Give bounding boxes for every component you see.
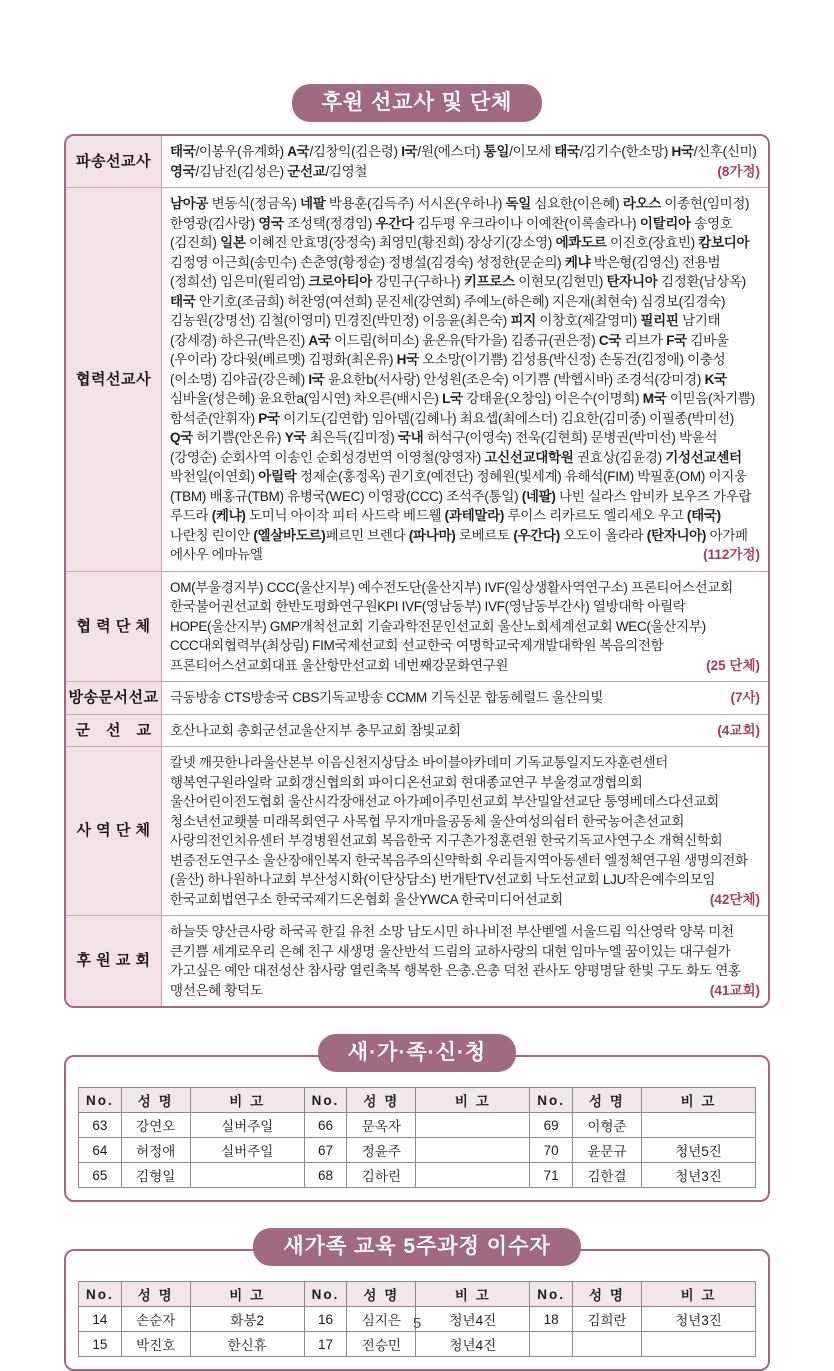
support-names-text: 이진호(장효빈) xyxy=(606,235,699,250)
support-names-text: 도미닉 아이작 피터 사드락 베드웰 xyxy=(245,508,445,523)
roster-cell: 심지은 xyxy=(347,1307,416,1332)
support-names-text: 강태윤(오창임) 이은수(이명희) xyxy=(462,391,643,406)
support-names-text: 김정환(남상옥) xyxy=(657,274,746,289)
support-country-label: 태국 xyxy=(170,144,196,159)
roster-cell: 청년4진 xyxy=(416,1332,530,1357)
support-names-text: 이현모(김현민) xyxy=(514,274,607,289)
support-country-label: 태국 xyxy=(170,293,196,309)
roster-cell: 실버주일 xyxy=(190,1113,304,1138)
support-country-label: Y국 xyxy=(284,430,307,445)
course-header-row xyxy=(79,1282,756,1307)
roster-cell: 70 xyxy=(530,1138,573,1163)
roster-row xyxy=(79,1332,756,1357)
support-row-label: 방송문서선교 xyxy=(66,682,162,715)
roster-row xyxy=(79,1163,756,1188)
support-row-content xyxy=(162,682,768,715)
support-country-label: F국 xyxy=(666,332,687,348)
support-names-text: /김기수(한소망) xyxy=(579,144,672,159)
roster-cell xyxy=(642,1113,756,1138)
support-names-text: 극동방송 CTS방송국 CBS기독교방송 CCMM 기독신문 합동헤럴드 울산의빛 xyxy=(170,690,603,705)
roster-cell: 15 xyxy=(79,1332,122,1357)
support-names-text: /김남진(김성은) xyxy=(195,163,288,179)
roster-cell: 67 xyxy=(304,1138,347,1163)
roster-cell: 정윤주 xyxy=(347,1138,416,1163)
roster-header-cell: 성 명 xyxy=(121,1282,190,1307)
support-country-label: (과테말라) xyxy=(444,508,505,523)
course-section-title: 새가족 교육 5주과정 이수자 xyxy=(253,1228,580,1266)
support-country-label: 피지 xyxy=(510,313,536,328)
support-names-text: 나란칭 린이안 xyxy=(170,527,254,543)
support-country-label: I국 xyxy=(308,371,325,387)
support-names-text: 강민구(구하나) xyxy=(372,274,464,289)
support-country-label: 우간다 xyxy=(375,215,414,231)
support-country-label: K국 xyxy=(704,371,727,387)
roster-cell: 68 xyxy=(304,1163,347,1188)
roster-header-cell: 성 명 xyxy=(572,1088,641,1113)
roster-row xyxy=(79,1113,756,1138)
support-country-label: (케냐) xyxy=(211,508,246,523)
support-country-label: (우간다) xyxy=(513,527,560,543)
support-row-content xyxy=(162,715,768,748)
roster-cell xyxy=(416,1138,530,1163)
support-names-text: 송영호(김진희) xyxy=(170,215,733,250)
support-country-label: 아릴락 xyxy=(258,469,297,484)
roster-header-cell: 성 명 xyxy=(347,1282,416,1307)
roster-header-cell: 비 고 xyxy=(642,1282,756,1307)
support-names-text: 이기도(김연합) 임아뎀(김혜나) 최요셉(최에스더) 김요한(김미중) 이필종(박미선) xyxy=(279,410,734,426)
support-country-label: 남아공 xyxy=(170,196,209,211)
support-country-label: C국 xyxy=(598,332,622,348)
support-names-text: 정제순(홍정옥) 권기호(예전단) 정혜원(빛세계) 유해석(FIM) 박필훈(OM) 이지웅(TBM) 배홍규(TBM) 유병국(WEC) 이영광(CCC) 조석주(통일) xyxy=(170,469,747,504)
support-country-label: M국 xyxy=(642,391,667,406)
support-row-count: (25 단체) xyxy=(706,657,760,673)
support-names-text: 이창호(제갈영미) xyxy=(535,313,641,328)
roster-cell: 전승민 xyxy=(347,1332,416,1357)
support-country-label: 군선교 xyxy=(287,163,326,179)
support-names-text: /김창익(김은령) xyxy=(309,144,402,159)
roster-cell: 청년4진 xyxy=(416,1307,530,1332)
support-names-text: 안기호(조금희) 허찬영(여선희) 문진세(강연희) 주예노(하은혜) 지은재(최현숙) 심경보(김경숙) 김농원(강명선) 김철(이영미) 민경진(박민정) 이응윤(최은숙) xyxy=(170,293,726,328)
roster-cell: 66 xyxy=(304,1113,347,1138)
roster-cell: 63 xyxy=(79,1113,122,1138)
roster-cell: 청년3진 xyxy=(642,1307,756,1332)
support-row-content xyxy=(162,916,768,1006)
roster-cell: 16 xyxy=(304,1307,347,1332)
roster-cell: 청년3진 xyxy=(642,1163,756,1188)
support-names-text: 윤요한b(서사랑) 안성원(조은숙) 이기쁨 (박헵시바) 조경석(강미경) xyxy=(324,371,705,387)
roster-header-cell: 비 고 xyxy=(416,1088,530,1113)
support-row-label: 후 원 교 회 xyxy=(66,916,162,1006)
roster-row xyxy=(79,1138,756,1163)
roster-cell: 71 xyxy=(530,1163,573,1188)
roster-cell xyxy=(416,1163,530,1188)
support-names-text: 김바울(우이라) 강다윗(베르멧) 김평화(최온유) xyxy=(170,332,729,367)
support-country-label: L국 xyxy=(442,391,463,406)
support-row-content xyxy=(162,747,768,916)
support-names-text: OM(부울경지부) CCC(울산지부) 예수전도단(울산지부) IVF(일상생활사역연구소) 프론티어스선교회 한국불어권선교회 한반도평화연구원KPI IVF(영남동부) IVF(영남동부간사) 열방대학 아릴락 HOPE(울산지부) GMP개척선교회 기술과학전문인선교회 울산노회세계선교회 WEC(울산지부) CCC대외협력부(최상림) FIM국제선교회 선교한국 여명학교국제개발대학원 복음의전함 프론티어스선교회대표 울산항만선교회 네번째강문화연구원 xyxy=(170,579,733,673)
roster-cell: 김한결 xyxy=(572,1163,641,1188)
support-country-label: 이탈리아 xyxy=(639,215,691,231)
support-names-text: 이드림(허미소) 윤온유(탁가을) 김종규(권은정) xyxy=(330,332,599,348)
support-names-text: /이모세 xyxy=(509,144,555,159)
support-country-label: 국내 xyxy=(397,430,424,445)
support-country-label: (탄자니아) xyxy=(646,527,707,543)
support-names-text: 루이스 리카르도 엘리세오 우고 xyxy=(504,508,687,523)
support-names-text: 남기태(강세경) 하은규(박은진) xyxy=(170,313,721,348)
roster-cell: 65 xyxy=(79,1163,122,1188)
newcomer-section-header xyxy=(64,1034,770,1072)
support-country-label: 에콰도르 xyxy=(555,235,607,250)
support-names-text: 허석구(이영숙) 전욱(김현희) 문병권(박미선) 박윤석(강영순) 순회사역 이송인 순회성경번역 이영철(양영자) xyxy=(170,430,718,465)
support-row-content xyxy=(162,188,768,572)
roster-cell: 강연오 xyxy=(121,1113,190,1138)
support-country-label: A국 xyxy=(308,332,331,348)
support-row-count: (112가정) xyxy=(703,547,760,562)
support-country-label: 필리핀 xyxy=(640,313,679,328)
roster-cell: 18 xyxy=(530,1307,573,1332)
support-names-text: 이종현(임미정) 한영광(김사랑) xyxy=(170,196,750,231)
roster-cell: 박진호 xyxy=(121,1332,190,1357)
support-country-label: P국 xyxy=(258,410,280,426)
support-country-label: H국 xyxy=(396,352,419,367)
roster-cell: 손순자 xyxy=(121,1307,190,1332)
support-row-count: (8가정) xyxy=(717,163,760,179)
support-row-label: 군 선 교 xyxy=(66,715,162,748)
roster-header-cell: No. xyxy=(530,1088,573,1113)
roster-cell: 69 xyxy=(530,1113,573,1138)
roster-cell: 윤문규 xyxy=(572,1138,641,1163)
support-names-text: 박용훈(김득주) 서시온(우하나) xyxy=(325,196,506,211)
newcomer-box xyxy=(64,1055,770,1202)
roster-cell: 14 xyxy=(79,1307,122,1332)
roster-cell xyxy=(530,1332,573,1357)
support-country-label: 크로아티아 xyxy=(308,274,373,289)
support-names-text: 허기쁨(안온유) xyxy=(192,430,285,445)
support-country-label: 캄보디아 xyxy=(698,235,750,250)
support-country-label: 키프로스 xyxy=(463,274,515,289)
roster-header-cell: 비 고 xyxy=(642,1088,756,1113)
support-row-content xyxy=(162,136,768,188)
support-row-content xyxy=(162,572,768,683)
support-row xyxy=(66,572,768,683)
support-country-label: 라오스 xyxy=(622,196,661,211)
roster-header-cell: 비 고 xyxy=(190,1282,304,1307)
support-row xyxy=(66,715,768,748)
support-names-text: 오소망(이기쁨) 김성용(박신정) 손동건(김정애) 이충성(이소명) 김야곱(강은혜) xyxy=(170,352,726,387)
roster-header-cell: 성 명 xyxy=(572,1282,641,1307)
roster-header-cell: No. xyxy=(304,1282,347,1307)
support-names-text: /원(에스더) xyxy=(417,144,484,159)
roster-cell: 청년5진 xyxy=(642,1138,756,1163)
roster-cell: 64 xyxy=(79,1138,122,1163)
roster-header-cell: 성 명 xyxy=(347,1088,416,1113)
newcomer-table xyxy=(78,1087,756,1188)
support-section-title: 후원 선교사 및 단체 xyxy=(292,84,543,122)
roster-cell: 허정애 xyxy=(121,1138,190,1163)
support-names-text: 이혜진 안효명(장정숙) 최영민(황진희) 장상기(강소영) xyxy=(245,235,556,250)
support-row xyxy=(66,136,768,188)
support-country-label: 영국 xyxy=(170,163,196,179)
roster-cell: 한신휴 xyxy=(190,1332,304,1357)
support-country-label: 영국 xyxy=(258,215,284,231)
course-section xyxy=(64,1228,770,1371)
support-names-text: 아가페 에사우 에마뉴엘 xyxy=(170,527,748,562)
support-row-count: (41교회) xyxy=(709,982,760,998)
support-names-text: 심요한(이은혜) xyxy=(530,196,623,211)
roster-cell xyxy=(572,1332,641,1357)
roster-header-cell: No. xyxy=(304,1088,347,1113)
roster-header-cell: 비 고 xyxy=(416,1282,530,1307)
roster-header-cell: No. xyxy=(79,1088,122,1113)
support-row-count: (42단체) xyxy=(709,891,760,907)
support-row xyxy=(66,916,768,1006)
newcomer-section xyxy=(64,1034,770,1202)
support-table-body xyxy=(66,136,768,1006)
roster-cell: 이형준 xyxy=(572,1113,641,1138)
course-box xyxy=(64,1249,770,1371)
roster-cell: 김형일 xyxy=(121,1163,190,1188)
support-country-label: (태국) xyxy=(686,508,721,523)
support-names-text: 심바울(성은혜) 윤요한a(임시연) 차오른(배시은) xyxy=(170,391,443,406)
support-row-label: 파송선교사 xyxy=(66,136,162,188)
support-names-text: 리브가 xyxy=(621,332,667,348)
roster-cell: 화봉2 xyxy=(190,1307,304,1332)
support-names-text: 조성택(정경임) xyxy=(283,215,376,231)
support-names-text: /이봉우(유계화) xyxy=(195,144,288,159)
support-country-label: 태국 xyxy=(554,144,580,159)
newcomer-section-title: 새·가·족·신·청 xyxy=(318,1034,516,1072)
support-names-text: 김두평 우크라이나 이예찬(이록솔라나) xyxy=(413,215,640,231)
roster-cell xyxy=(642,1332,756,1357)
support-country-label: 독일 xyxy=(505,196,531,211)
roster-cell: 문옥자 xyxy=(347,1113,416,1138)
course-section-header xyxy=(64,1228,770,1266)
support-row xyxy=(66,188,768,572)
support-row-label: 사 역 단 체 xyxy=(66,747,162,916)
support-country-label: (엘살바도르) xyxy=(253,527,326,543)
support-row xyxy=(66,747,768,916)
support-country-label: (네팔) xyxy=(521,488,556,504)
support-country-label: 케냐 xyxy=(564,254,591,270)
support-names-text: 로베르토 xyxy=(455,527,514,543)
newcomer-header-row xyxy=(79,1088,756,1113)
roster-header-cell: 성 명 xyxy=(121,1088,190,1113)
roster-cell xyxy=(416,1113,530,1138)
support-names-text: 오도이 올라라 xyxy=(559,527,647,543)
roster-header-cell: 비 고 xyxy=(190,1088,304,1113)
roster-cell: 17 xyxy=(304,1332,347,1357)
support-row xyxy=(66,682,768,715)
support-names-text: /김영철 xyxy=(325,163,368,179)
roster-cell: 김희란 xyxy=(572,1307,641,1332)
support-names-text: 칼넷 깨끗한나라울산본부 이음신천지상담소 바이블아카데미 기독교통일지도자훈련센터 행복연구원라일락 교회갱신협의회 파이디온선교회 현대종교연구 부울경교갱협의회 울산어린이전도협회 울산시각장애선교 아가페이주민선교회 부산밀알선교단 통영베데스다선교회 청소년선교횃불 미래목회연구 사목협 무지개마을공동체 울산여성의쉼터 한국농어촌선교회 사랑의전인치유센터 부경병원선교회 복음한국 지구촌가정훈련원 한국기독교사연구소 개혁신학회 변증전도연구소 울산장애인복지 한국복음주의신약학회 우리들지역아동센터 엘정책연구원 생명의전화(울산) 하나원하나교회 부산성시화(이단상담소) 번개탄TV선교회 낙도선교회 LJU작은예수의모임 한국교회법연구소 한국국제기드온협회 울산YWCA 한국미디어선교회 xyxy=(170,755,748,907)
newcomer-table-body xyxy=(79,1113,756,1188)
support-row-label: 협 력 단 체 xyxy=(66,572,162,683)
support-names-text: 최은득(김미정) xyxy=(306,430,398,445)
support-names-text: 페르민 브렌다 xyxy=(325,527,409,543)
support-country-label: H국 xyxy=(671,144,694,159)
support-row-count: (7사) xyxy=(730,690,760,705)
support-names-text: 변동식(정금옥) xyxy=(208,196,300,211)
roster-cell: 실버주일 xyxy=(190,1138,304,1163)
roster-header-cell: No. xyxy=(79,1282,122,1307)
roster-cell: 김하린 xyxy=(347,1163,416,1188)
roster-header-cell: No. xyxy=(530,1282,573,1307)
support-names-text: 권효상(김윤경) xyxy=(573,449,666,465)
support-row-count: (4교회) xyxy=(717,722,760,738)
support-names-text: /신후(신미) xyxy=(693,144,757,159)
support-country-label: 기성선교센터 xyxy=(665,449,742,465)
support-names-text: 이믿음(차기쁨) 함석준(안휘자) xyxy=(170,391,755,426)
support-names-text: 박천일(이연회) xyxy=(170,469,259,484)
roster-cell xyxy=(190,1163,304,1188)
support-names-text: 하늘뜻 양산큰사랑 하국곡 한길 유천 소망 남도시민 하나비전 부산벧엘 서울드림 익산영락 양북 미천 큰기쁨 세계로우리 은혜 친구 새생명 울산반석 드림의 교하사랑의 대현 임마누엘 꿈이있는 대구쉴가 가고싶은 예안 대전성산 참사랑 열린축복 행복한 은총.은총 덕천 관사도 양평명달 한빛 구도 화도 연홍 맹선은혜 황덕도 xyxy=(170,924,741,998)
support-table xyxy=(64,134,770,1008)
support-country-label: A국 xyxy=(287,144,310,159)
support-section-header xyxy=(64,84,770,122)
support-country-label: 네팔 xyxy=(299,196,326,211)
page-number: 5 xyxy=(412,1315,422,1332)
support-country-label: 탄자니아 xyxy=(606,274,658,289)
support-row-label: 협력선교사 xyxy=(66,188,162,572)
support-country-label: (파나마) xyxy=(408,527,456,543)
support-names-text: 박은형(김영신) 전용범(정희선) 임은미(윌리엄) xyxy=(170,254,721,289)
support-country-label: 통일 xyxy=(483,144,510,159)
support-country-label: 고신선교대학원 xyxy=(484,449,574,465)
support-names-text: 김정영 이근희(송민수) 손춘영(황정순) 정병설(김경숙) 성정한(문순의) xyxy=(170,254,565,270)
support-names-text: 나빈 실라스 암비카 보우즈 가우랍 루드라 xyxy=(170,488,752,523)
support-country-label: Q국 xyxy=(170,430,193,445)
support-country-label: I국 xyxy=(401,144,418,159)
support-country-label: 일본 xyxy=(220,235,246,250)
support-names-text: 호산나교회 총회군선교울산지부 충무교회 참빛교회 xyxy=(170,722,461,738)
